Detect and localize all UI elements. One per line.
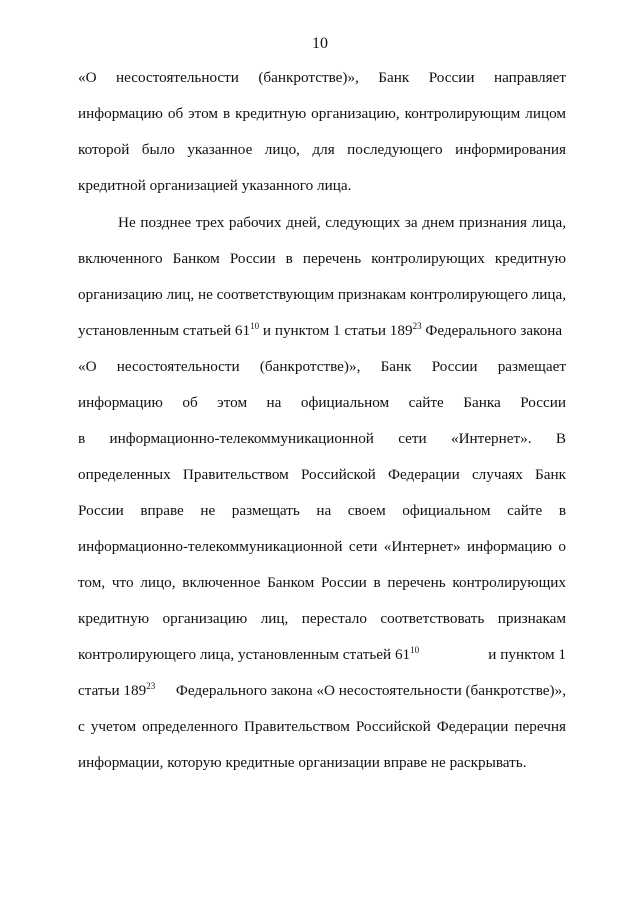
- text-line-1: «О несостоятельности (банкротстве)», Банк России направляет: [78, 69, 566, 86]
- text-line-17-text: контролирующего лица, установленным статьей 61: [78, 646, 411, 663]
- text-line-3: которой было указанное лицо, для последующего информирования: [78, 141, 566, 158]
- text-line-18-part-2: Федерального закона «О несостоятельности (банкротстве)»,: [175, 682, 566, 699]
- text-line-8-part-2: и пунктом 1 статьи 189: [259, 322, 413, 339]
- text-line-9: «О несостоятельности (банкротстве)», Банк России размещает: [78, 358, 566, 375]
- superscript-23: 23: [412, 321, 422, 331]
- text-line-8: [78, 321, 566, 341]
- text-line-11: в информационно-телекоммуникационной сети «Интернет». В: [78, 430, 566, 447]
- text-line-13: России вправе не размещать на своем официальном сайте в: [78, 502, 566, 519]
- text-line-12: определенных Правительством Российской Федерации случаях Банк: [78, 466, 566, 483]
- text-line-2: информацию об этом в кредитную организацию, контролирующим лицом: [78, 105, 566, 122]
- text-line-18-part-1: [78, 681, 155, 701]
- page-number: 10: [312, 35, 328, 52]
- text-line-8-part-1: установленным статьей 61: [78, 322, 251, 339]
- text-line-4: кредитной организацией указанного лица.: [78, 177, 352, 194]
- text-line-17: [78, 645, 566, 665]
- superscript-10-second: 10: [410, 645, 420, 655]
- text-line-10: информацию об этом на официальном сайте Банка России: [78, 394, 566, 411]
- superscript-10: 10: [250, 321, 260, 331]
- text-line-14: информационно-телекоммуникационной сети «Интернет» информацию о: [78, 538, 566, 555]
- text-line-17-part-1: [78, 645, 419, 665]
- text-line-7: организацию лиц, не соответствующим признакам контролирующего лица,: [78, 286, 567, 303]
- text-line-17-part-2: и пунктом 1: [488, 646, 566, 663]
- text-line-18: [78, 681, 566, 701]
- text-line-16: кредитную организацию лиц, перестало соответствовать признакам: [78, 610, 566, 627]
- text-line-15: том, что лицо, включенное Банком России в перечень контролирующих: [78, 574, 566, 591]
- text-line-5: Не позднее трех рабочих дней, следующих за днем признания лица,: [118, 214, 566, 231]
- text-line-18-text: статьи 189: [78, 682, 147, 699]
- text-line-6: включенного Банком России в перечень контролирующих кредитную: [78, 250, 566, 267]
- superscript-23-second: 23: [146, 681, 156, 691]
- text-line-19: с учетом определенного Правительством Российской Федерации перечня: [78, 718, 566, 735]
- text-line-20: информации, которую кредитные организации вправе не раскрывать.: [78, 754, 527, 771]
- text-line-8-part-3: Федерального закона: [421, 322, 563, 339]
